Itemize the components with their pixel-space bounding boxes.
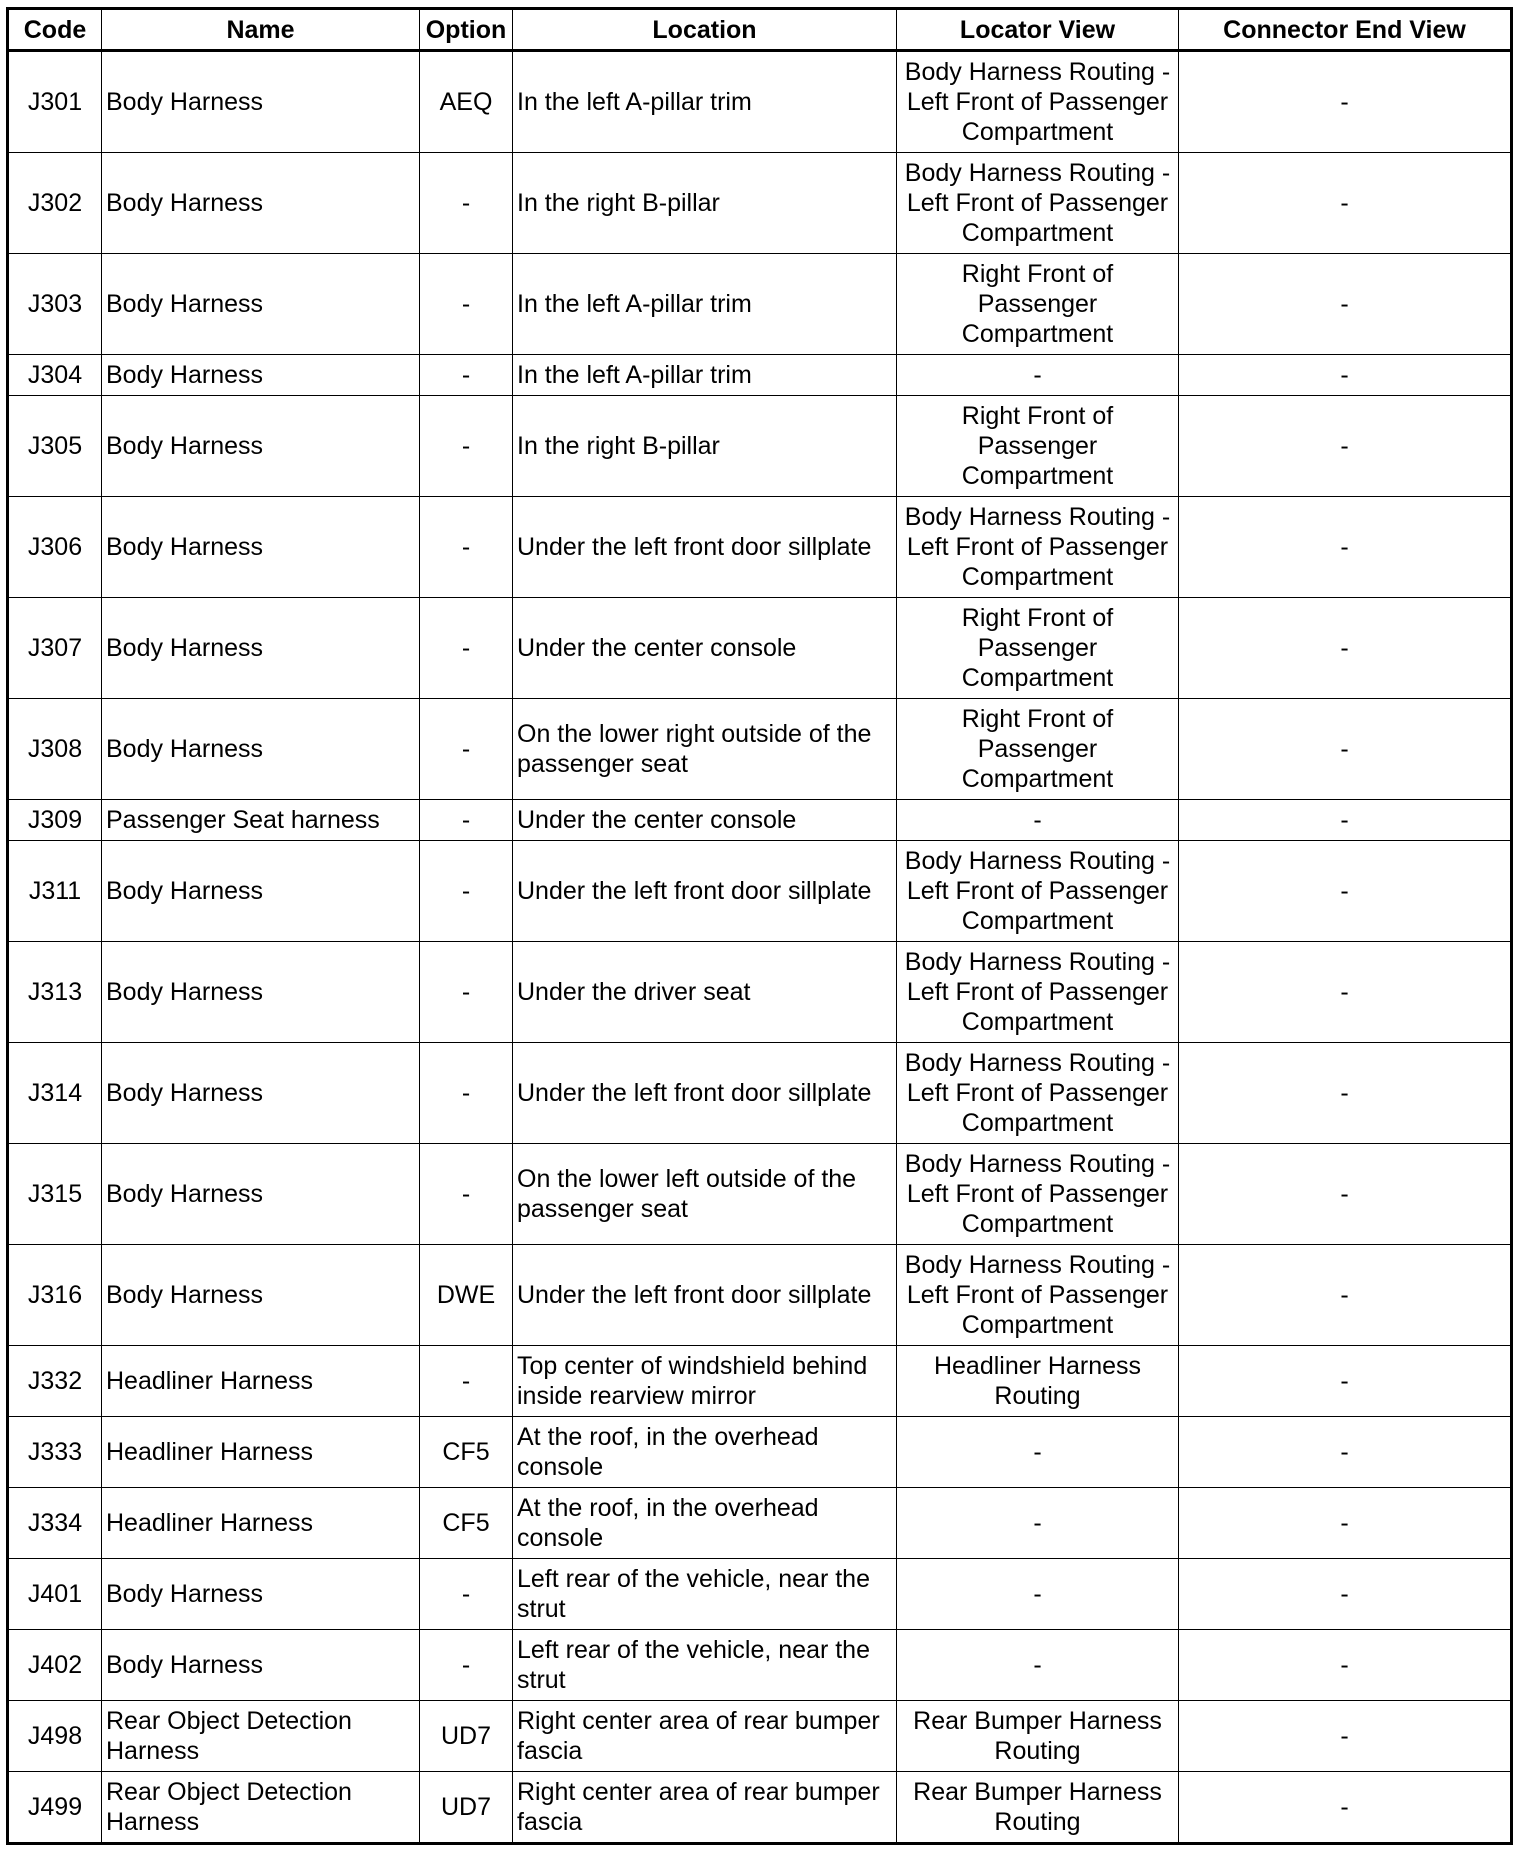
cell-connector-end-view: - bbox=[1179, 1488, 1512, 1559]
cell-name: Body Harness bbox=[102, 1245, 420, 1346]
cell-option: DWE bbox=[420, 1245, 513, 1346]
cell-option: UD7 bbox=[420, 1701, 513, 1772]
table-row bbox=[8, 699, 1512, 800]
cell-locator-view: - bbox=[897, 1630, 1179, 1701]
cell-option: - bbox=[420, 1559, 513, 1630]
cell-location: In the left A-pillar trim bbox=[513, 355, 897, 396]
cell-option: - bbox=[420, 800, 513, 841]
cell-code: J303 bbox=[8, 254, 102, 355]
cell-code: J308 bbox=[8, 699, 102, 800]
table-row bbox=[8, 254, 1512, 355]
cell-locator-view: Rear Bumper Harness Routing bbox=[897, 1701, 1179, 1772]
table-row bbox=[8, 1245, 1512, 1346]
cell-connector-end-view: - bbox=[1179, 699, 1512, 800]
cell-locator-view: Body Harness Routing - Left Front of Passenger Compartment bbox=[897, 1245, 1179, 1346]
cell-location: On the lower left outside of the passenger seat bbox=[513, 1144, 897, 1245]
table-row bbox=[8, 1346, 1512, 1417]
cell-name: Body Harness bbox=[102, 355, 420, 396]
table-row bbox=[8, 51, 1512, 153]
cell-option: - bbox=[420, 1043, 513, 1144]
table-row bbox=[8, 1559, 1512, 1630]
cell-locator-view: Right Front of Passenger Compartment bbox=[897, 699, 1179, 800]
table-row bbox=[8, 1488, 1512, 1559]
cell-option: - bbox=[420, 699, 513, 800]
cell-option: - bbox=[420, 497, 513, 598]
table-row bbox=[8, 497, 1512, 598]
table-row bbox=[8, 396, 1512, 497]
cell-name: Rear Object Detection Harness bbox=[102, 1772, 420, 1844]
cell-option: - bbox=[420, 153, 513, 254]
header-code: Code bbox=[8, 9, 102, 51]
cell-connector-end-view: - bbox=[1179, 355, 1512, 396]
cell-name: Passenger Seat harness bbox=[102, 800, 420, 841]
cell-connector-end-view: - bbox=[1179, 1630, 1512, 1701]
cell-connector-end-view: - bbox=[1179, 51, 1512, 153]
table-row bbox=[8, 598, 1512, 699]
cell-name: Body Harness bbox=[102, 153, 420, 254]
table-row bbox=[8, 1043, 1512, 1144]
table-row bbox=[8, 841, 1512, 942]
cell-locator-view: Body Harness Routing - Left Front of Passenger Compartment bbox=[897, 942, 1179, 1043]
cell-connector-end-view: - bbox=[1179, 1772, 1512, 1844]
cell-option: - bbox=[420, 355, 513, 396]
cell-option: CF5 bbox=[420, 1417, 513, 1488]
table-row bbox=[8, 1144, 1512, 1245]
cell-location: On the lower right outside of the passenger seat bbox=[513, 699, 897, 800]
cell-name: Body Harness bbox=[102, 1559, 420, 1630]
cell-name: Body Harness bbox=[102, 598, 420, 699]
cell-connector-end-view: - bbox=[1179, 1144, 1512, 1245]
cell-name: Body Harness bbox=[102, 396, 420, 497]
cell-location: In the right B-pillar bbox=[513, 153, 897, 254]
cell-code: J309 bbox=[8, 800, 102, 841]
cell-location: Under the left front door sillplate bbox=[513, 1245, 897, 1346]
cell-code: J314 bbox=[8, 1043, 102, 1144]
cell-name: Body Harness bbox=[102, 1043, 420, 1144]
cell-location: Top center of windshield behind inside rearview mirror bbox=[513, 1346, 897, 1417]
cell-code: J315 bbox=[8, 1144, 102, 1245]
cell-connector-end-view: - bbox=[1179, 153, 1512, 254]
cell-connector-end-view: - bbox=[1179, 598, 1512, 699]
cell-name: Body Harness bbox=[102, 51, 420, 153]
cell-location: Under the left front door sillplate bbox=[513, 497, 897, 598]
cell-option: - bbox=[420, 598, 513, 699]
cell-name: Body Harness bbox=[102, 254, 420, 355]
cell-name: Headliner Harness bbox=[102, 1488, 420, 1559]
cell-location: In the left A-pillar trim bbox=[513, 51, 897, 153]
cell-code: J334 bbox=[8, 1488, 102, 1559]
cell-locator-view: - bbox=[897, 1559, 1179, 1630]
cell-code: J306 bbox=[8, 497, 102, 598]
cell-locator-view: Right Front of Passenger Compartment bbox=[897, 396, 1179, 497]
cell-connector-end-view: - bbox=[1179, 497, 1512, 598]
cell-option: - bbox=[420, 1144, 513, 1245]
cell-location: In the left A-pillar trim bbox=[513, 254, 897, 355]
cell-locator-view: Right Front of Passenger Compartment bbox=[897, 598, 1179, 699]
cell-connector-end-view: - bbox=[1179, 1559, 1512, 1630]
connector-table-container bbox=[6, 7, 1513, 1845]
cell-connector-end-view: - bbox=[1179, 942, 1512, 1043]
cell-code: J316 bbox=[8, 1245, 102, 1346]
table-row bbox=[8, 153, 1512, 254]
table-row bbox=[8, 1701, 1512, 1772]
cell-option: - bbox=[420, 1630, 513, 1701]
cell-locator-view: Rear Bumper Harness Routing bbox=[897, 1772, 1179, 1844]
table-row bbox=[8, 1630, 1512, 1701]
cell-code: J305 bbox=[8, 396, 102, 497]
cell-connector-end-view: - bbox=[1179, 254, 1512, 355]
cell-option: UD7 bbox=[420, 1772, 513, 1844]
cell-code: J333 bbox=[8, 1417, 102, 1488]
cell-location: Under the left front door sillplate bbox=[513, 841, 897, 942]
cell-locator-view: Body Harness Routing - Left Front of Passenger Compartment bbox=[897, 497, 1179, 598]
cell-name: Body Harness bbox=[102, 1630, 420, 1701]
cell-connector-end-view: - bbox=[1179, 1346, 1512, 1417]
cell-location: Right center area of rear bumper fascia bbox=[513, 1701, 897, 1772]
cell-location: Right center area of rear bumper fascia bbox=[513, 1772, 897, 1844]
cell-name: Body Harness bbox=[102, 841, 420, 942]
cell-connector-end-view: - bbox=[1179, 1701, 1512, 1772]
cell-name: Body Harness bbox=[102, 497, 420, 598]
header-locator-view: Locator View bbox=[897, 9, 1179, 51]
cell-location: Under the center console bbox=[513, 598, 897, 699]
cell-option: - bbox=[420, 942, 513, 1043]
cell-connector-end-view: - bbox=[1179, 800, 1512, 841]
cell-location: Left rear of the vehicle, near the strut bbox=[513, 1630, 897, 1701]
cell-location: Under the driver seat bbox=[513, 942, 897, 1043]
cell-name: Body Harness bbox=[102, 1144, 420, 1245]
cell-location: At the roof, in the overhead console bbox=[513, 1417, 897, 1488]
table-row bbox=[8, 942, 1512, 1043]
cell-locator-view: Right Front of Passenger Compartment bbox=[897, 254, 1179, 355]
cell-code: J311 bbox=[8, 841, 102, 942]
cell-connector-end-view: - bbox=[1179, 841, 1512, 942]
cell-option: - bbox=[420, 841, 513, 942]
cell-location: At the roof, in the overhead console bbox=[513, 1488, 897, 1559]
cell-code: J313 bbox=[8, 942, 102, 1043]
header-location: Location bbox=[513, 9, 897, 51]
cell-locator-view: - bbox=[897, 1417, 1179, 1488]
cell-location: Under the center console bbox=[513, 800, 897, 841]
cell-code: J402 bbox=[8, 1630, 102, 1701]
cell-name: Rear Object Detection Harness bbox=[102, 1701, 420, 1772]
cell-code: J401 bbox=[8, 1559, 102, 1630]
cell-connector-end-view: - bbox=[1179, 1417, 1512, 1488]
cell-locator-view: Body Harness Routing - Left Front of Passenger Compartment bbox=[897, 841, 1179, 942]
table-row bbox=[8, 1772, 1512, 1844]
header-option: Option bbox=[420, 9, 513, 51]
table-row bbox=[8, 800, 1512, 841]
cell-connector-end-view: - bbox=[1179, 1043, 1512, 1144]
cell-connector-end-view: - bbox=[1179, 396, 1512, 497]
header-connector-end-view: Connector End View bbox=[1179, 9, 1512, 51]
table-row bbox=[8, 355, 1512, 396]
cell-code: J301 bbox=[8, 51, 102, 153]
cell-name: Headliner Harness bbox=[102, 1417, 420, 1488]
cell-option: - bbox=[420, 1346, 513, 1417]
cell-locator-view: Body Harness Routing - Left Front of Passenger Compartment bbox=[897, 1043, 1179, 1144]
cell-code: J304 bbox=[8, 355, 102, 396]
cell-location: Left rear of the vehicle, near the strut bbox=[513, 1559, 897, 1630]
cell-code: J498 bbox=[8, 1701, 102, 1772]
cell-locator-view: - bbox=[897, 800, 1179, 841]
cell-option: CF5 bbox=[420, 1488, 513, 1559]
header-name: Name bbox=[102, 9, 420, 51]
cell-name: Body Harness bbox=[102, 699, 420, 800]
cell-option: - bbox=[420, 396, 513, 497]
cell-connector-end-view: - bbox=[1179, 1245, 1512, 1346]
cell-location: In the right B-pillar bbox=[513, 396, 897, 497]
table-row bbox=[8, 1417, 1512, 1488]
cell-locator-view: Body Harness Routing - Left Front of Passenger Compartment bbox=[897, 51, 1179, 153]
cell-locator-view: Body Harness Routing - Left Front of Passenger Compartment bbox=[897, 153, 1179, 254]
cell-code: J307 bbox=[8, 598, 102, 699]
cell-location: Under the left front door sillplate bbox=[513, 1043, 897, 1144]
cell-name: Headliner Harness bbox=[102, 1346, 420, 1417]
cell-option: AEQ bbox=[420, 51, 513, 153]
cell-name: Body Harness bbox=[102, 942, 420, 1043]
cell-locator-view: - bbox=[897, 355, 1179, 396]
cell-code: J302 bbox=[8, 153, 102, 254]
cell-code: J499 bbox=[8, 1772, 102, 1844]
cell-locator-view: Body Harness Routing - Left Front of Passenger Compartment bbox=[897, 1144, 1179, 1245]
cell-locator-view: - bbox=[897, 1488, 1179, 1559]
cell-locator-view: Headliner Harness Routing bbox=[897, 1346, 1179, 1417]
cell-option: - bbox=[420, 254, 513, 355]
connector-table bbox=[6, 7, 1513, 1845]
cell-code: J332 bbox=[8, 1346, 102, 1417]
header-row bbox=[8, 9, 1512, 51]
